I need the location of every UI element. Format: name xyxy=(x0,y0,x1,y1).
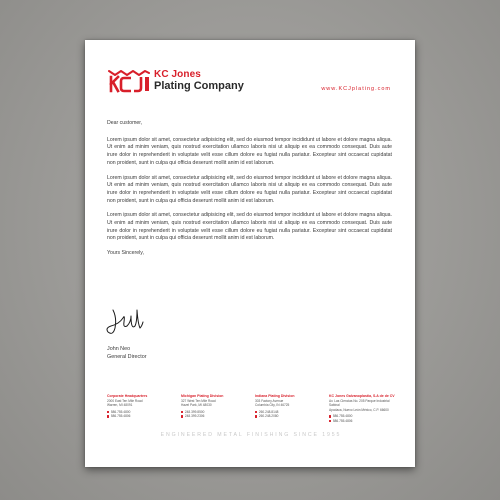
office-address-line: Hazel Park, MI 48030 xyxy=(181,403,212,408)
office-address-line: Columbia City, IN 46725 xyxy=(255,403,290,408)
letterhead-sheet xyxy=(85,40,415,467)
office-column xyxy=(107,394,175,424)
office-column xyxy=(329,394,397,424)
office-address-line: 2000 East Ten Mile Road xyxy=(107,398,143,403)
brand-name-line2: Plating Company xyxy=(154,80,244,92)
office-column xyxy=(255,394,323,424)
signer-block xyxy=(107,346,147,361)
office-name: Corporate Headquarters xyxy=(107,394,148,398)
paragraph-3: Lorem ipsum dolor sit amet, consectetur adipisicing elit, sed do eiusmod tempor incididunt ut labore et dolore magna aliqua. Ut enim ad minim veniam, quis nostrud exercitation ullamco laboris nisi ut aliquip ex ea commodo consequat. Duis aute irure dolor in reprehenderit in voluptate velit esse cillum dolore eu fugiat nulla pariatur. Excepteur sint occaecat cupidatat non proident, sunt in culpa qui officia deserunt mollit anim id est laborum. xyxy=(107,212,392,242)
kcj-logo xyxy=(107,67,151,93)
paragraph-1: Lorem ipsum dolor sit amet, consectetur adipisicing elit, sed do eiusmod tempor incididunt ut labore et dolore magna aliqua. Ut enim ad minim veniam, quis nostrud exercitation ullamco laboris nisi ut aliquip ex ea commodo consequat. Duis aute irure dolor in reprehenderit in voluptate velit esse cillum dolore eu fugiat nulla pariatur. Excepteur sint occaecat cupidatat non proident, sunt in culpa qui officia deserunt mollit anim id est laborum. xyxy=(107,136,392,166)
office-phone: 586.755.4800 xyxy=(107,410,175,415)
office-address-line: Apodaca, Nuevo León México, C.P. 66600 xyxy=(329,407,389,412)
office-name: KC Jones Galvanoplastia, S.A de de CV xyxy=(329,394,395,398)
signature-image xyxy=(103,304,153,338)
office-phone: 260.248.8148 xyxy=(255,410,323,415)
office-fax: 248.399.2306 xyxy=(181,414,249,419)
greeting: Dear customer, xyxy=(107,120,143,126)
office-fax: 260.248.2080 xyxy=(255,414,323,419)
office-name: Michigan Plating Division xyxy=(181,394,224,398)
office-address-line: Warren, MI 48091 xyxy=(107,403,133,408)
tagline: ENGINEERED METAL FINISHING SINCE 1955 xyxy=(160,432,342,438)
office-column xyxy=(181,394,249,424)
phone-icon xyxy=(107,411,109,413)
phone-icon xyxy=(329,415,331,417)
office-address-line: 303 Factory Avenue xyxy=(255,398,284,403)
phone-icon xyxy=(181,411,183,413)
office-fax: 586.755.4806 xyxy=(329,419,397,424)
phone-icon xyxy=(255,411,257,413)
office-address-line: 327 West Ten Mile Road xyxy=(181,398,216,403)
office-fax: 586.755.4806 xyxy=(107,414,175,419)
office-address-line: Av. Las Ciencias No. 205 Parque Industrial Sabinal xyxy=(329,398,390,408)
fax-icon xyxy=(255,415,257,417)
website-link[interactable]: www.KCJplating.com xyxy=(321,86,391,92)
fax-icon xyxy=(107,415,109,417)
office-phone: 586.755.4800 xyxy=(329,414,397,419)
paragraph-2: Lorem ipsum dolor sit amet, consectetur adipisicing elit, sed do eiusmod tempor incididunt ut labore et dolore magna aliqua. Ut enim ad minim veniam, quis nostrud exercitation ullamco laboris nisi ut aliquip ex ea commodo consequat. Duis aute irure dolor in reprehenderit in voluptate velit esse cillum dolore eu fugiat nulla pariatur. Excepteur sint occaecat cupidatat non proident, sunt in culpa qui officia deserunt mollit anim id est laborum. xyxy=(107,174,392,204)
letter-body xyxy=(107,120,392,265)
closing: Yours Sincerely, xyxy=(107,250,144,257)
signer-name: John Neo xyxy=(107,346,131,352)
office-name: Indiana Plating Division xyxy=(255,394,295,398)
fax-icon xyxy=(329,420,331,422)
signer-title: General Director xyxy=(107,353,147,360)
office-phone: 248.399.8500 xyxy=(181,410,249,415)
brand-name xyxy=(154,70,244,92)
fax-icon xyxy=(181,415,183,417)
brand-name-line1: KC Jones xyxy=(154,69,201,80)
footer-offices xyxy=(107,394,397,424)
